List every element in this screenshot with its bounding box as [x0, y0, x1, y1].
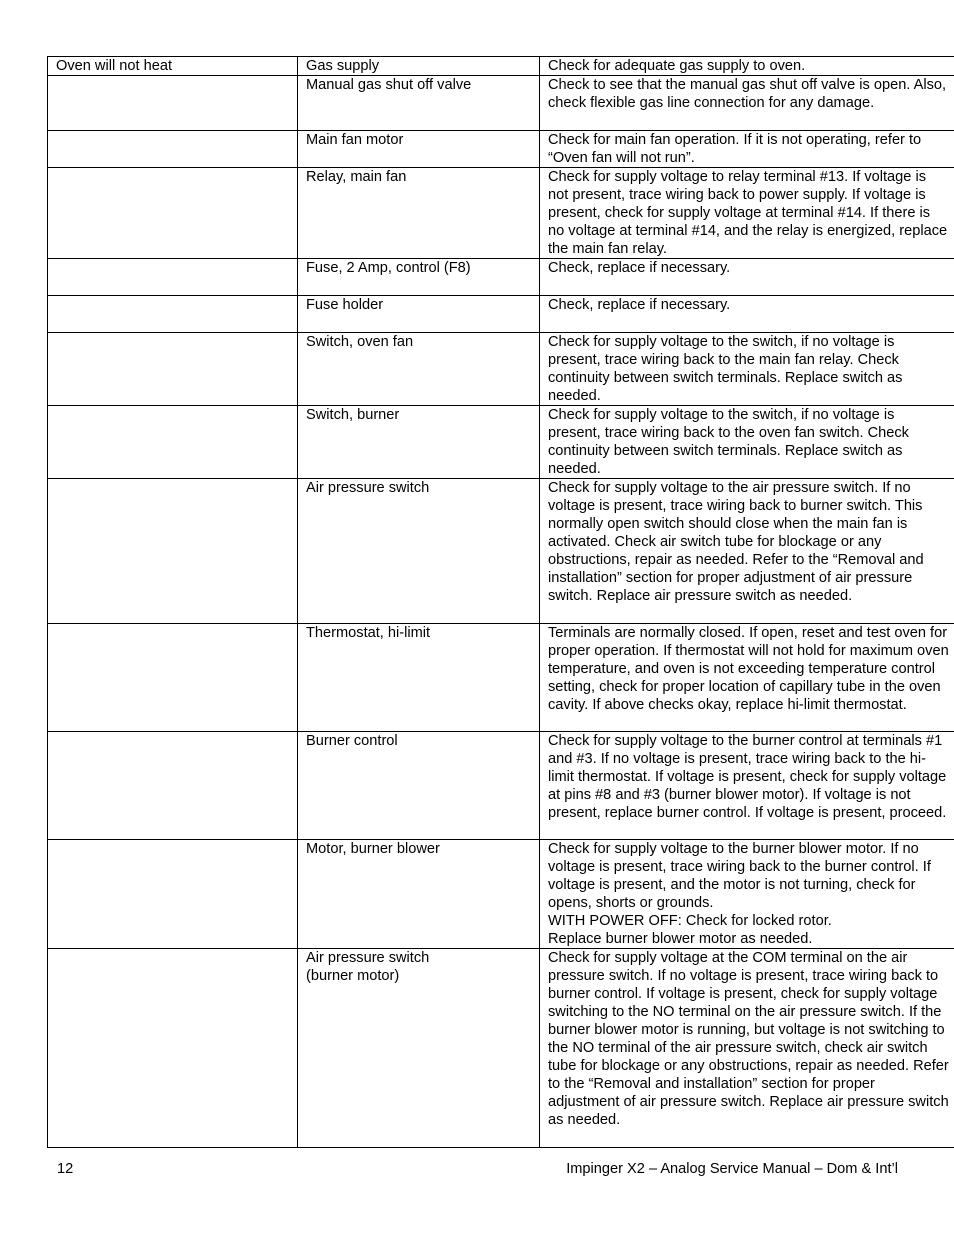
symptom-cell: [48, 406, 298, 479]
action-cell: Check for supply voltage to the switch, if no voltage is present, trace wiring back to the main fan relay. Check continuity between switch terminals. Replace switch as needed.: [540, 333, 954, 406]
symptom-cell: Oven will not heat: [48, 57, 298, 76]
action-cell: Check for supply voltage to the burner control at terminals #1 and #3. If no voltage is present, trace wiring back to the hi-limit thermostat. If voltage is present, check for supply voltage at pins #8 and #3 (burner blower motor). If voltage is not present, replace burner control. If voltage is present, proceed.: [540, 732, 954, 840]
symptom-cell: [48, 949, 298, 1148]
page-number: 12: [57, 1161, 74, 1177]
component-cell: Gas supply: [298, 57, 540, 76]
action-cell: Check for supply voltage to the switch, if no voltage is present, trace wiring back to the oven fan switch. Check continuity between switch terminals. Replace switch as needed.: [540, 406, 954, 479]
action-cell: Terminals are normally closed. If open, reset and test oven for proper operation. If thermostat will not hold for maximum oven temperature, and oven is not exceeding temperature control setting, check for proper location of capillary tube in the oven cavity. If above checks okay, replace hi-limit thermostat.: [540, 624, 954, 732]
component-cell: Air pressure switch (burner motor): [298, 949, 540, 1148]
symptom-cell: [48, 76, 298, 131]
table-row: [48, 406, 954, 479]
action-cell: Check for supply voltage at the COM terminal on the air pressure switch. If no voltage is present, trace wiring back to burner control. If voltage is present, check for supply voltage switching to the NO terminal on the air pressure switch. If the burner blower motor is running, but voltage is not switching to the NO terminal of the air pressure switch, check air switch tube for blockage or any obstructions, repair as needed. Refer to the “Removal and installation” section for proper adjustment of air pressure switch. Replace air pressure switch as needed.: [540, 949, 954, 1148]
table-row: [48, 840, 954, 949]
symptom-cell: [48, 732, 298, 840]
component-cell: Fuse holder: [298, 296, 540, 333]
footer-title: Impinger X2 – Analog Service Manual – Dom & Int’l: [566, 1161, 898, 1177]
component-cell: Motor, burner blower: [298, 840, 540, 949]
table-row: [48, 168, 954, 259]
action-cell: Check for supply voltage to the air pressure switch. If no voltage is present, trace wiring back to burner switch. This normally open switch should close when the main fan is activated. Check air switch tube for blockage or any obstructions, repair as needed. Refer to the “Removal and installation” section for proper adjustment of air pressure switch. Replace air pressure switch as needed.: [540, 479, 954, 624]
component-cell: Burner control: [298, 732, 540, 840]
symptom-cell: [48, 624, 298, 732]
action-cell: Check to see that the manual gas shut off valve is open. Also, check flexible gas line connection for any damage.: [540, 76, 954, 131]
table-row: [48, 949, 954, 1148]
symptom-cell: [48, 259, 298, 296]
table-row: [48, 259, 954, 296]
table-row: [48, 624, 954, 732]
action-cell: Check for main fan operation. If it is not operating, refer to “Oven fan will not run”.: [540, 131, 954, 168]
table-row: [48, 57, 954, 76]
symptom-cell: [48, 479, 298, 624]
component-cell: Main fan motor: [298, 131, 540, 168]
symptom-cell: [48, 840, 298, 949]
table-row: [48, 296, 954, 333]
symptom-cell: [48, 168, 298, 259]
component-cell: Manual gas shut off valve: [298, 76, 540, 131]
symptom-cell: [48, 333, 298, 406]
component-cell: Relay, main fan: [298, 168, 540, 259]
action-cell: Check for supply voltage to the burner blower motor. If no voltage is present, trace wiring back to the burner control. If voltage is present, and the motor is not turning, check for opens, shorts or grounds. WITH POWER OFF: Check for locked rotor. Replace burner blower motor as needed.: [540, 840, 954, 949]
table-row: [48, 732, 954, 840]
component-cell: Air pressure switch: [298, 479, 540, 624]
component-cell: Switch, oven fan: [298, 333, 540, 406]
component-cell: Thermostat, hi-limit: [298, 624, 540, 732]
troubleshooting-table-body: [48, 57, 954, 1148]
table-row: [48, 76, 954, 131]
action-cell: Check, replace if necessary.: [540, 259, 954, 296]
symptom-cell: [48, 296, 298, 333]
table-row: [48, 131, 954, 168]
troubleshooting-table: [47, 56, 954, 1148]
table-row: [48, 479, 954, 624]
action-cell: Check for supply voltage to relay terminal #13. If voltage is not present, trace wiring back to power supply. If voltage is present, check for supply voltage at terminal #14. If there is no voltage at terminal #14, and the relay is energized, replace the main fan relay.: [540, 168, 954, 259]
component-cell: Switch, burner: [298, 406, 540, 479]
action-cell: Check, replace if necessary.: [540, 296, 954, 333]
symptom-cell: [48, 131, 298, 168]
table-row: [48, 333, 954, 406]
component-cell: Fuse, 2 Amp, control (F8): [298, 259, 540, 296]
action-cell: Check for adequate gas supply to oven.: [540, 57, 954, 76]
